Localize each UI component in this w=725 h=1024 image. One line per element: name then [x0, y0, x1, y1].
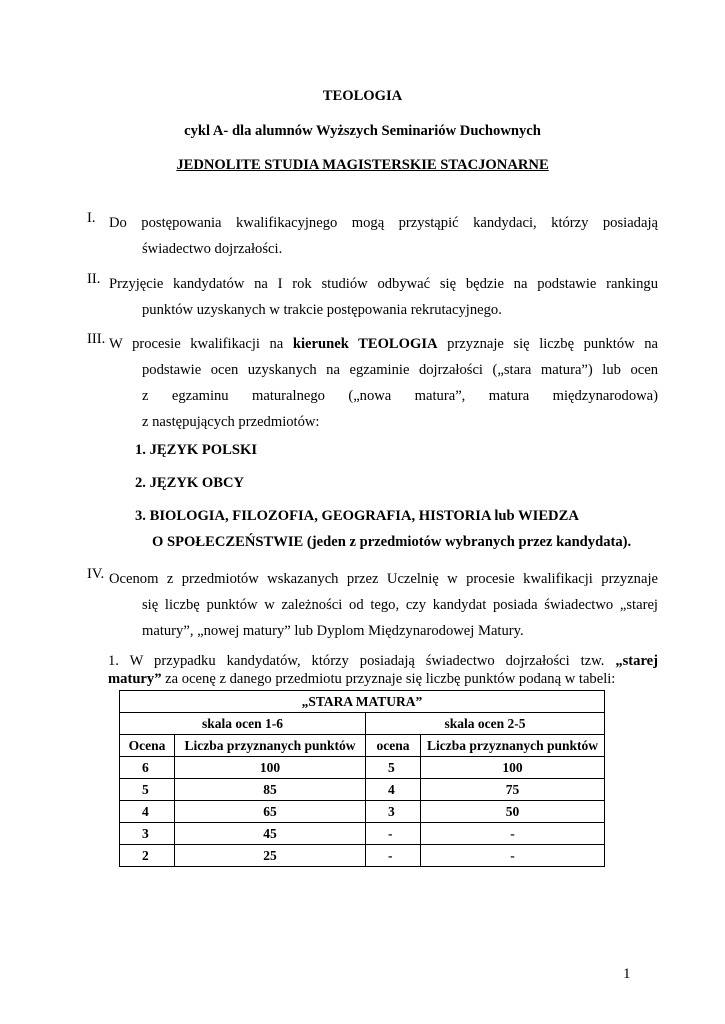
table-row	[120, 823, 605, 845]
table-header: Liczba przyznanych punktów	[421, 735, 605, 757]
table-cell: 100	[175, 757, 366, 779]
section-1	[87, 210, 658, 262]
table-title: „STARA MATURA”	[120, 691, 605, 713]
study-mode: JEDNOLITE STUDIA MAGISTERSKIE STACJONARNE	[176, 157, 549, 173]
subject-item-continued: O SPOŁECZEŃSTWIE (jeden z przedmiotów wybranych przez kandydata).	[152, 534, 632, 550]
table-group-header: skala ocen 1-6	[120, 713, 366, 735]
page-number: 1	[623, 966, 631, 982]
table-cell: 5	[120, 779, 175, 801]
table-cell: 3	[366, 801, 421, 823]
table-cell: 2	[120, 845, 175, 867]
paragraph-text: matury” za ocenę z danego przedmiotu przyznaje się liczbę punktów podaną w tabeli:	[108, 671, 616, 687]
doc-title: TEOLOGIA	[322, 88, 403, 104]
table-cell: 4	[366, 779, 421, 801]
subject-item: 2. JĘZYK OBCY	[135, 475, 245, 491]
table-cell: 85	[175, 779, 366, 801]
table-cell: 6	[120, 757, 175, 779]
table-cell: 45	[175, 823, 366, 845]
paragraph-text: 1. W przypadku kandydatów, którzy posiadają świadectwo dojrzałości tzw. „starej	[108, 653, 658, 669]
section-2	[87, 271, 658, 323]
table-row	[120, 845, 605, 867]
paragraph-1	[108, 652, 658, 688]
table-cell: 4	[120, 801, 175, 823]
section-4	[87, 566, 658, 644]
table-cell: 50	[421, 801, 605, 823]
field-of-study: kierunek TEOLOGIA	[292, 336, 438, 352]
table-row	[120, 779, 605, 801]
section-text: podstawie ocen uzyskanych na egzaminie dojrzałości („stara matura”) lub ocen	[142, 362, 658, 378]
section-text: z egzaminu maturalnego („nowa matura”, matura międzynarodowa)	[142, 388, 658, 404]
table-cell: -	[421, 823, 605, 845]
subject-item: 1. JĘZYK POLSKI	[135, 442, 258, 458]
table-cell: -	[421, 845, 605, 867]
section-number: III.	[87, 331, 106, 347]
table-cell: 3	[120, 823, 175, 845]
section-text: Przyjęcie kandydatów na I rok studiów odbywać się będzie na podstawie rankingu	[109, 276, 658, 292]
section-number: II.	[87, 271, 101, 287]
section-text: matury”, „nowej matury” lub Dyplom Międzynarodowej Matury.	[142, 623, 524, 639]
section-text: Do postępowania kwalifikacyjnego mogą przystąpić kandydaci, którzy posiadają	[109, 215, 658, 231]
table-cell: 5	[366, 757, 421, 779]
doc-subtitle: cykl A- dla alumnów Wyższych Seminariów Duchownych	[184, 123, 541, 139]
section-text: świadectwo dojrzałości.	[142, 241, 283, 257]
table-header: Liczba przyznanych punktów	[175, 735, 366, 757]
section-text: W procesie kwalifikacji na kierunek TEOLOGIA przyznaje się liczbę punktów na	[109, 336, 659, 352]
table-cell: 75	[421, 779, 605, 801]
table-header: ocena	[366, 735, 421, 757]
table-cell: 65	[175, 801, 366, 823]
subject-item: 3. BIOLOGIA, FILOZOFIA, GEOGRAFIA, HISTORIA lub WIEDZA	[135, 508, 579, 524]
section-text: punktów uzyskanych w trakcie postępowania rekrutacyjnego.	[142, 302, 502, 318]
section-text: z następujących przedmiotów:	[142, 414, 320, 430]
table-cell: -	[366, 823, 421, 845]
points-table	[119, 690, 605, 867]
section-text: Ocenom z przedmiotów wskazanych przez Uczelnię w procesie kwalifikacji przyznaje	[109, 571, 658, 587]
table-cell: 25	[175, 845, 366, 867]
table-cell: -	[366, 845, 421, 867]
section-text: się liczbę punktów w zależności od tego, czy kandydat posiada świadectwo „starej	[142, 597, 658, 613]
section-number: IV.	[87, 566, 105, 582]
table-row	[120, 757, 605, 779]
section-number: I.	[87, 210, 96, 226]
table-row	[120, 801, 605, 823]
section-3	[87, 331, 658, 435]
table-cell: 100	[421, 757, 605, 779]
table-group-header: skala ocen 2-5	[366, 713, 605, 735]
table-header: Ocena	[120, 735, 175, 757]
